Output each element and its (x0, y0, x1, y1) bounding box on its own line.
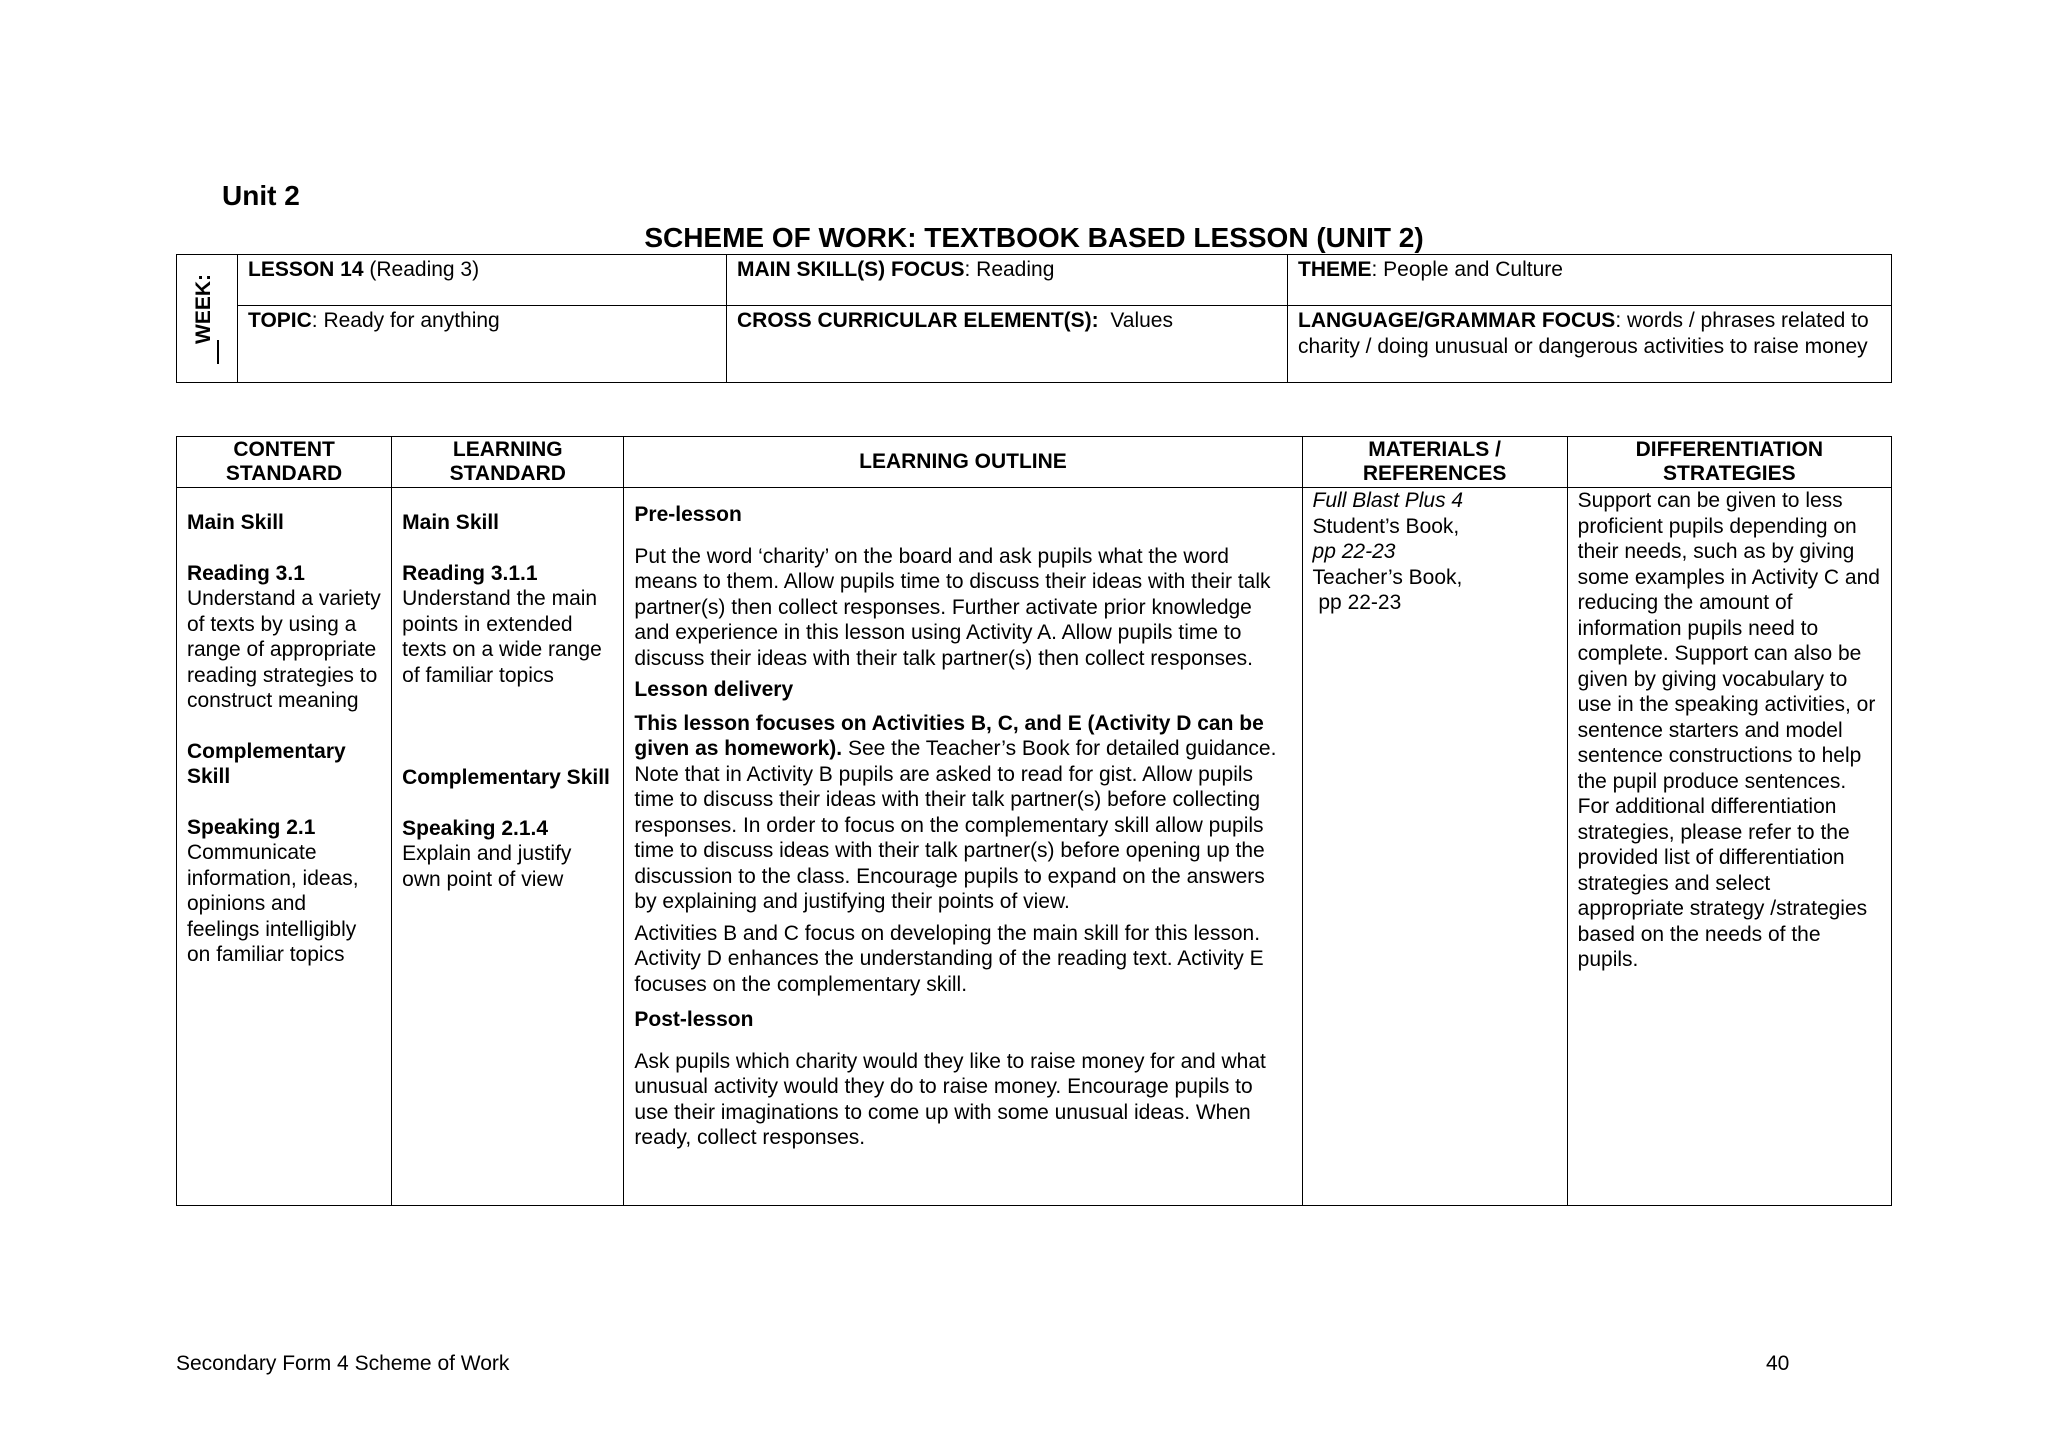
column-header-differentiation: DIFFERENTIATION STRATEGIES (1567, 437, 1891, 488)
footer-document-name: Secondary Form 4 Scheme of Work (176, 1352, 510, 1375)
materials-teachers-book: Teacher’s Book, (1312, 565, 1463, 589)
language-grammar-cell (1288, 306, 1892, 383)
content-complementary-skill-label: Complementary Skill (187, 739, 346, 788)
lesson-label: LESSON 14 (248, 258, 364, 281)
main-skill-focus-cell (727, 255, 1288, 306)
differentiation-text-1: Support can be given to less proficient pupils depending on their needs, such as by giving some examples in Activity C and reducing the amount of information pupils need to complete. Support can also be given by giving vocabulary to use in the speaking activities, or sentence starters and model sentence constructions to help the pupil produce sentences. (1577, 489, 1880, 793)
post-lesson-heading: Post-lesson (634, 1008, 754, 1031)
lesson-delivery-focus: This lesson focuses on Activities B, C, and E (Activity D can be given as homework). (634, 711, 1264, 760)
learning-main-code: Reading 3.1.1 (402, 561, 538, 585)
lesson-delivery-guidance: See the Teacher’s Book for detailed guidance. Note that in Activity B pupils are asked to read for gist. Allow pupils time to discuss their ideas with their talk partner(s) before collecting responses. In order to focus on the complementary skill allow pupils time to discuss ideas with their talk partner(s) before opening up the discussion to the class. Encourage pupils to expand on the answers by explaining and justifying their points of view. (634, 737, 1277, 913)
column-header-learning-outline: LEARNING OUTLINE (624, 437, 1302, 488)
topic-cell (238, 306, 727, 383)
cross-curricular-label: CROSS CURRICULAR ELEMENT(S): (737, 309, 1099, 332)
week-label: WEEK: (192, 274, 215, 344)
lesson-header-table (176, 254, 1892, 383)
learning-main-skill-label: Main Skill (402, 511, 499, 534)
materials-teachers-pages: pp 22-23 (1312, 591, 1402, 614)
column-header-content-standard: CONTENT STANDARD (177, 437, 392, 488)
materials-students-book: Student’s Book, (1312, 514, 1460, 538)
lesson-plan-table (176, 436, 1892, 1206)
content-standard-cell (177, 488, 392, 1206)
content-main-description: Understand a variety of texts by using a range of appropriate reading strategies to construct meaning (187, 587, 381, 712)
language-grammar-label: LANGUAGE/GRAMMAR FOCUS (1298, 309, 1616, 332)
lesson-delivery-text (634, 711, 1291, 915)
materials-cell (1302, 488, 1567, 1206)
language-grammar-value: : words / phrases related to charity / doing unusual or dangerous activities to raise money (1298, 309, 1869, 358)
theme-value: : People and Culture (1371, 258, 1563, 281)
lesson-delivery-heading: Lesson delivery (634, 678, 794, 701)
materials-students-pages: pp 22-23 (1312, 540, 1396, 563)
lesson-delivery-text-2: Activities B and C focus on developing the main skill for this lesson. Activity D enhances the understanding of the reading text. Activity E focuses on the complementary skill. (634, 921, 1264, 996)
differentiation-cell (1567, 488, 1891, 1206)
column-header-materials: MATERIALS / REFERENCES (1302, 437, 1567, 488)
column-header-learning-standard: LEARNING STANDARD (392, 437, 624, 488)
content-main-skill-label: Main Skill (187, 511, 284, 534)
topic-value: : Ready for anything (311, 309, 500, 332)
pre-lesson-heading: Pre-lesson (634, 503, 742, 526)
main-skill-focus-value: : Reading (964, 258, 1055, 281)
unit-label: Unit 2 (222, 180, 300, 211)
topic-label: TOPIC (248, 309, 312, 332)
document-title: SCHEME OF WORK: TEXTBOOK BASED LESSON (UNIT 2) (644, 222, 1424, 253)
week-cell (177, 255, 238, 383)
content-main-code: Reading 3.1 (187, 561, 305, 585)
learning-main-description: Understand the main points in extended texts on a wide range of familiar topics (402, 587, 602, 687)
learning-complementary-skill-label: Complementary Skill (402, 766, 610, 789)
learning-complementary-code: Speaking 2.1.4 (402, 816, 549, 840)
lesson-cell (238, 255, 727, 306)
lesson-value: (Reading 3) (363, 258, 480, 281)
learning-standard-cell (392, 488, 624, 1206)
content-complementary-description: Communicate information, ideas, opinions and feelings intelligibly on familiar topics (187, 841, 359, 966)
footer-page-number: 40 (1766, 1352, 1790, 1375)
differentiation-text-2: For additional differentiation strategies, please refer to the provided list of differentiation strategies and select appropriate strategy /strategies based on the needs of the pupils. (1577, 795, 1868, 971)
week-value-bar (217, 340, 219, 364)
theme-label: THEME (1298, 258, 1372, 281)
content-complementary-code: Speaking 2.1 (187, 815, 316, 839)
main-skill-focus-label: MAIN SKILL(S) FOCUS (737, 258, 965, 281)
theme-cell (1288, 255, 1892, 306)
cross-curricular-cell (727, 306, 1288, 383)
materials-book-title: Full Blast Plus 4 (1312, 489, 1464, 512)
learning-complementary-description: Explain and justify own point of view (402, 842, 572, 891)
post-lesson-text: Ask pupils which charity would they like to raise money for and what unusual activity would they do to raise money. Encourage pupils to use their imaginations to come up with some unusual ideas. When ready, collect responses. (634, 1049, 1266, 1149)
cross-curricular-value: Values (1098, 309, 1173, 332)
learning-outline-cell (624, 488, 1302, 1206)
pre-lesson-text: Put the word ‘charity’ on the board and ask pupils what the word means to them. Allow pupils time to discuss their ideas with their talk partner(s) then collect responses. Further activate prior knowledge and experience in this lesson using Activity A. Allow pupils time to discuss their ideas with their talk partner(s) then collect responses. (634, 544, 1271, 670)
